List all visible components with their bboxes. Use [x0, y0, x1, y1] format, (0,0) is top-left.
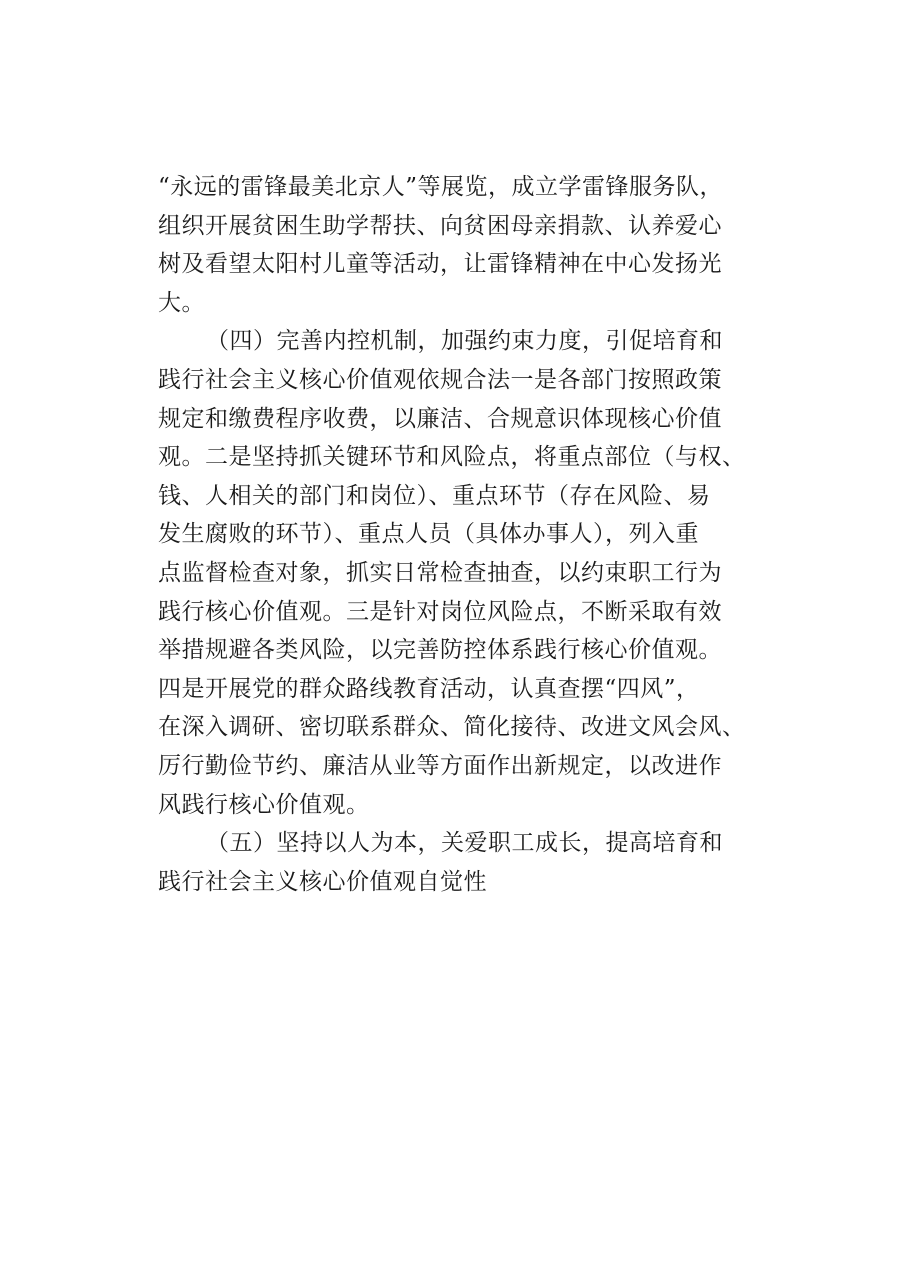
text-line: 组织开展贫困生助学帮扶、向贫困母亲捐款、认养爱心 [158, 212, 722, 239]
text-line: 树及看望太阳村儿童等活动，让雷锋精神在中心发扬光 [158, 251, 722, 278]
text-line: 大。 [158, 289, 205, 316]
text-line: “永远的雷锋最美北京人”等展览，成立学雷锋服务队， [158, 174, 724, 200]
text-line: 规定和缴费程序收费，以廉洁、合规意识体现核心价值 [158, 405, 722, 432]
text-line: 风践行核心价值观。 [158, 791, 370, 818]
text-line: 在深入调研、密切联系群众、简化接待、改进文风会风、 [158, 714, 746, 741]
text-line: 践行核心价值观。三是针对岗位风险点，不断采取有效 [158, 598, 722, 625]
text-line: 举措规避各类风险，以完善防控体系践行核心价值观。 [158, 637, 722, 664]
text-line: 四是开展党的群众路线教育活动，认真查摆“四风”， [158, 675, 700, 702]
paragraph-2 [158, 322, 768, 824]
paragraph-3 [158, 824, 768, 901]
section-heading-line: （五）坚持以人为本，关爱职工成长，提高培育和 [206, 830, 723, 857]
section-heading-line: （四）完善内控机制，加强约束力度，引促培育和 [206, 328, 723, 355]
document-body [158, 168, 768, 901]
text-line: 践行社会主义核心价值观依规合法一是各部门按照政策 [158, 366, 722, 393]
text-line: 观。二是坚持抓关键环节和风险点，将重点部位（与权、 [158, 444, 746, 471]
text-line: 厉行勤俭节约、廉洁从业等方面作出新规定，以改进作 [158, 752, 722, 779]
text-line: 践行社会主义核心价值观自觉性 [158, 868, 487, 895]
text-line: 点监督检查对象，抓实日常检查抽查，以约束职工行为 [158, 559, 722, 586]
text-line: 发生腐败的环节）、重点人员（具体办事人），列入重 [158, 521, 699, 548]
paragraph-1 [158, 168, 768, 322]
text-line: 钱、人相关的部门和岗位）、重点环节（存在风险、易 [158, 482, 711, 509]
